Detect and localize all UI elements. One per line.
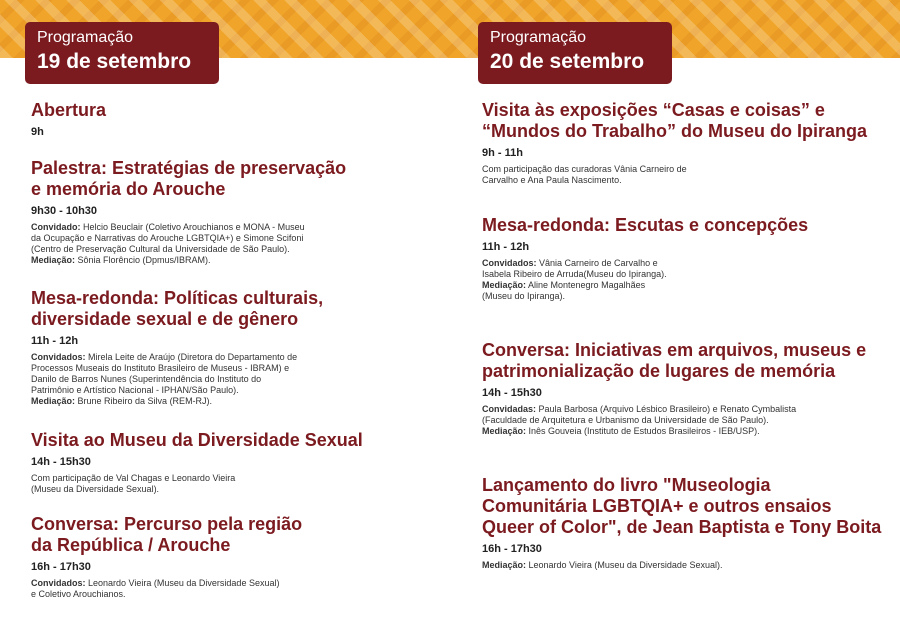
day2-event-4 (482, 475, 892, 571)
event-time: 16h - 17h30 (482, 543, 542, 555)
event-detail-text: Sônia Florêncio (Dpmus/IBRAM). (75, 255, 211, 265)
day1-event-4 (31, 430, 451, 495)
event-detail-text: Paula Barbosa (Arquivo Lésbico Brasileiro) e Renato Cymbalista (Faculdade de Arquitetura e Urbanismo da Universidade de São Paulo). (482, 404, 797, 425)
event-title: Lançamento do livro "Museologia Comunitária LGBTQIA+ e outros ensaios Queer of Color", de Jean Baptista e Tony Boita (482, 475, 882, 537)
event-time: 9h - 11h (482, 147, 523, 159)
event-title: Conversa: Iniciativas em arquivos, museus e patrimonialização de lugares de memória (482, 340, 867, 381)
event-detail-text: Helcio Beuclair (Coletivo Arouchianos e MONA - Museu da Ocupação e Narrativas do Arouche LGBTQIA+) e Simone Scifoni (Centro de Preservação Cultural da Universidade de São Paulo). (31, 222, 305, 254)
event-detail-label: Convidados: (31, 352, 86, 362)
event-detail (482, 164, 892, 186)
event-time: 11h - 12h (482, 241, 530, 253)
day2-badge (478, 22, 672, 84)
event-title: Abertura (31, 100, 107, 120)
event-title: Mesa-redonda: Escutas e concepções (482, 215, 809, 235)
day1-badge (25, 22, 219, 84)
event-detail-text: Leonardo Vieira (Museu da Diversidade Sexual) e Coletivo Arouchianos. (31, 578, 280, 599)
event-detail (31, 473, 451, 495)
event-time: 11h - 12h (31, 335, 79, 347)
event-detail-text: Com participação de Val Chagas e Leonardo Vieira (Museu da Diversidade Sexual). (31, 473, 236, 494)
event-title: Visita ao Museu da Diversidade Sexual (31, 430, 363, 450)
event-time: 14h - 15h30 (482, 387, 542, 399)
event-detail-text: Vânia Carneiro de Carvalho e Isabela Ribeiro de Arruda(Museu do Ipiranga). (482, 258, 667, 279)
event-detail-text: Leonardo Vieira (Museu da Diversidade Sexual). (526, 560, 723, 570)
event-detail-label: Mediação: (31, 396, 76, 406)
day1-event-5 (31, 514, 451, 600)
event-detail-text: Com participação das curadoras Vânia Carneiro de Carvalho e Ana Paula Nascimento. (482, 164, 687, 185)
event-detail-text: Aline Montenegro Magalhães (Museu do Ipiranga). (482, 280, 646, 301)
event-detail-label: Convidado: (31, 222, 81, 232)
event-detail-label: Convidados: (482, 258, 537, 268)
event-time: 9h (31, 126, 44, 138)
event-detail-label: Mediação: (31, 255, 76, 265)
event-title: Palestra: Estratégias de preservação e memória do Arouche (31, 158, 347, 199)
event-detail-label: Mediação: (482, 560, 527, 570)
event-detail (482, 258, 892, 280)
event-detail (31, 222, 451, 255)
event-detail-text: Mirela Leite de Araújo (Diretora do Departamento de Processos Museais do Instituto Brasileiro de Museus - IBRAM) e Danilo de Barros Nunes (Superintendência do Instituto do Patrimônio e Artístico Nacional - IPHAN/São Paulo). (31, 352, 298, 395)
event-detail-text: Inês Gouveia (Instituto de Estudos Brasileiros - IEB/USP). (526, 426, 760, 436)
event-time: 16h - 17h30 (31, 561, 91, 573)
day1-event-2 (31, 158, 451, 266)
day2-badge-label: Programação (490, 29, 587, 46)
event-title: Mesa-redonda: Políticas culturais, diversidade sexual e de gênero (31, 288, 324, 329)
day2-event-1 (482, 100, 892, 186)
event-detail (482, 560, 892, 571)
day1-event-3 (31, 288, 451, 407)
event-detail (482, 280, 892, 302)
event-detail-label: Mediação: (482, 280, 527, 290)
event-detail (31, 578, 451, 600)
event-title: Conversa: Percurso pela região da República / Arouche (31, 514, 303, 555)
event-time: 9h30 - 10h30 (31, 205, 98, 217)
event-title: Visita às exposições “Casas e coisas” e “Mundos do Trabalho” do Museu do Ipiranga (482, 100, 867, 141)
event-detail-label: Mediação: (482, 426, 527, 436)
event-detail (482, 426, 892, 437)
event-detail (31, 255, 451, 266)
day1-badge-date: 19 de setembro (37, 50, 192, 73)
event-detail-label: Convidados: (31, 578, 86, 588)
event-detail-label: Convidadas: (482, 404, 537, 414)
event-time: 14h - 15h30 (31, 456, 91, 468)
event-detail (31, 396, 451, 407)
event-detail-text: Brune Ribeiro da Silva (REM-RJ). (75, 396, 213, 406)
day2-event-2 (482, 215, 892, 302)
event-detail (31, 352, 451, 396)
day1-badge-label: Programação (37, 29, 134, 46)
day2-event-3 (482, 340, 892, 437)
day1-event-1 (31, 100, 451, 143)
day2-badge-date: 20 de setembro (490, 50, 645, 73)
event-detail (482, 404, 892, 426)
